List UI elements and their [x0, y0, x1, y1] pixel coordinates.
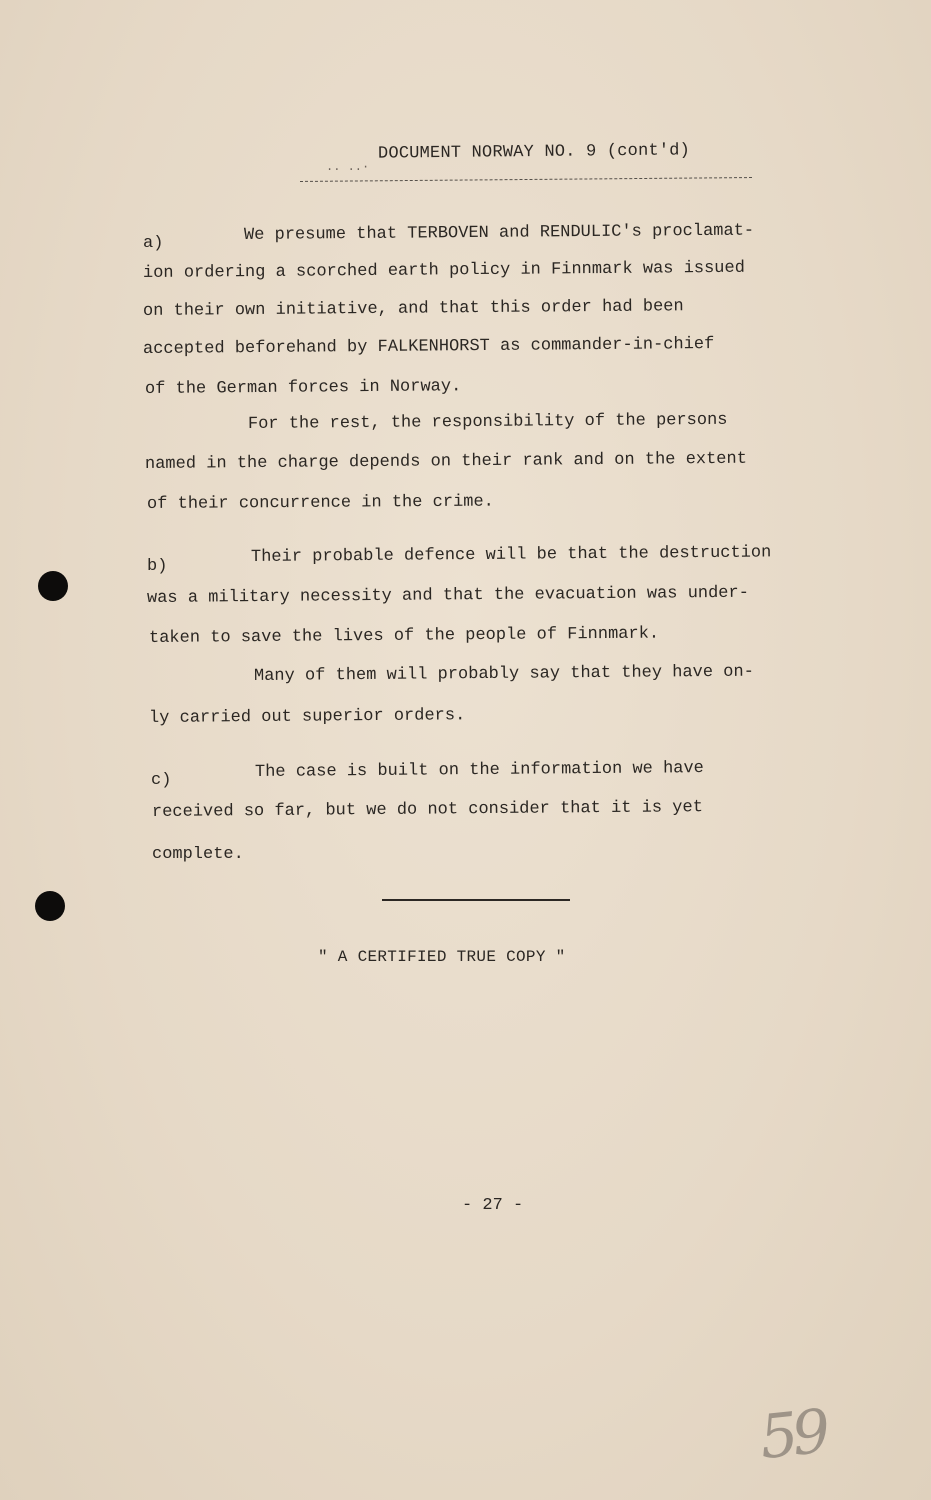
- section-a-line-7: named in the charge depends on their rank and on the extent: [144, 449, 747, 474]
- section-c-line-1: The case is built on the information we have: [254, 759, 704, 782]
- section-a-line-2: ion ordering a scorched earth policy in Finnmark was issued: [142, 258, 745, 283]
- section-c-line-2: received so far, but we do not consider that it is yet: [151, 798, 703, 822]
- section-b-line-2: was a military necessity and that the evacuation was under-: [146, 583, 749, 608]
- section-c-line-3: complete.: [152, 845, 244, 864]
- section-a-line-5: of the German forces in Norway.: [144, 377, 462, 399]
- punch-hole-bottom: [35, 891, 65, 921]
- section-a-line-6: For the rest, the responsibility of the persons: [247, 410, 728, 434]
- section-a-line-1: We presume that TERBOVEN and RENDULIC's proclamat-: [243, 221, 755, 245]
- section-a-line-4: accepted beforehand by FALKENHORST as commander-in-chief: [142, 335, 715, 359]
- section-a-line-8: of their concurrence in the crime.: [146, 492, 494, 514]
- section-b-line-4: Many of them will probably say that they have on-: [253, 662, 754, 686]
- section-b-label: b): [147, 557, 168, 576]
- section-a-line-3: on their own initiative, and that this order had been: [142, 297, 684, 321]
- header-rule: [300, 177, 752, 182]
- section-c-label: c): [151, 771, 172, 790]
- section-b-line-1: Their probable defence will be that the destruction: [250, 543, 772, 567]
- handwritten-page-number: 59: [756, 1396, 828, 1474]
- document-header: DOCUMENT NORWAY NO. 9 (cont'd): [377, 141, 691, 164]
- page-number: - 27 -: [462, 1196, 524, 1215]
- section-b-line-5: ly carried out superior orders.: [148, 706, 466, 728]
- certification-text: " A CERTIFIED TRUE COPY ": [318, 948, 566, 966]
- header-prefix: .. ..·: [326, 160, 370, 174]
- closing-rule: [382, 899, 570, 901]
- section-a-label: a): [143, 234, 164, 253]
- section-b-line-3: taken to save the lives of the people of Finnmark.: [148, 624, 660, 648]
- punch-hole-top: [38, 571, 68, 601]
